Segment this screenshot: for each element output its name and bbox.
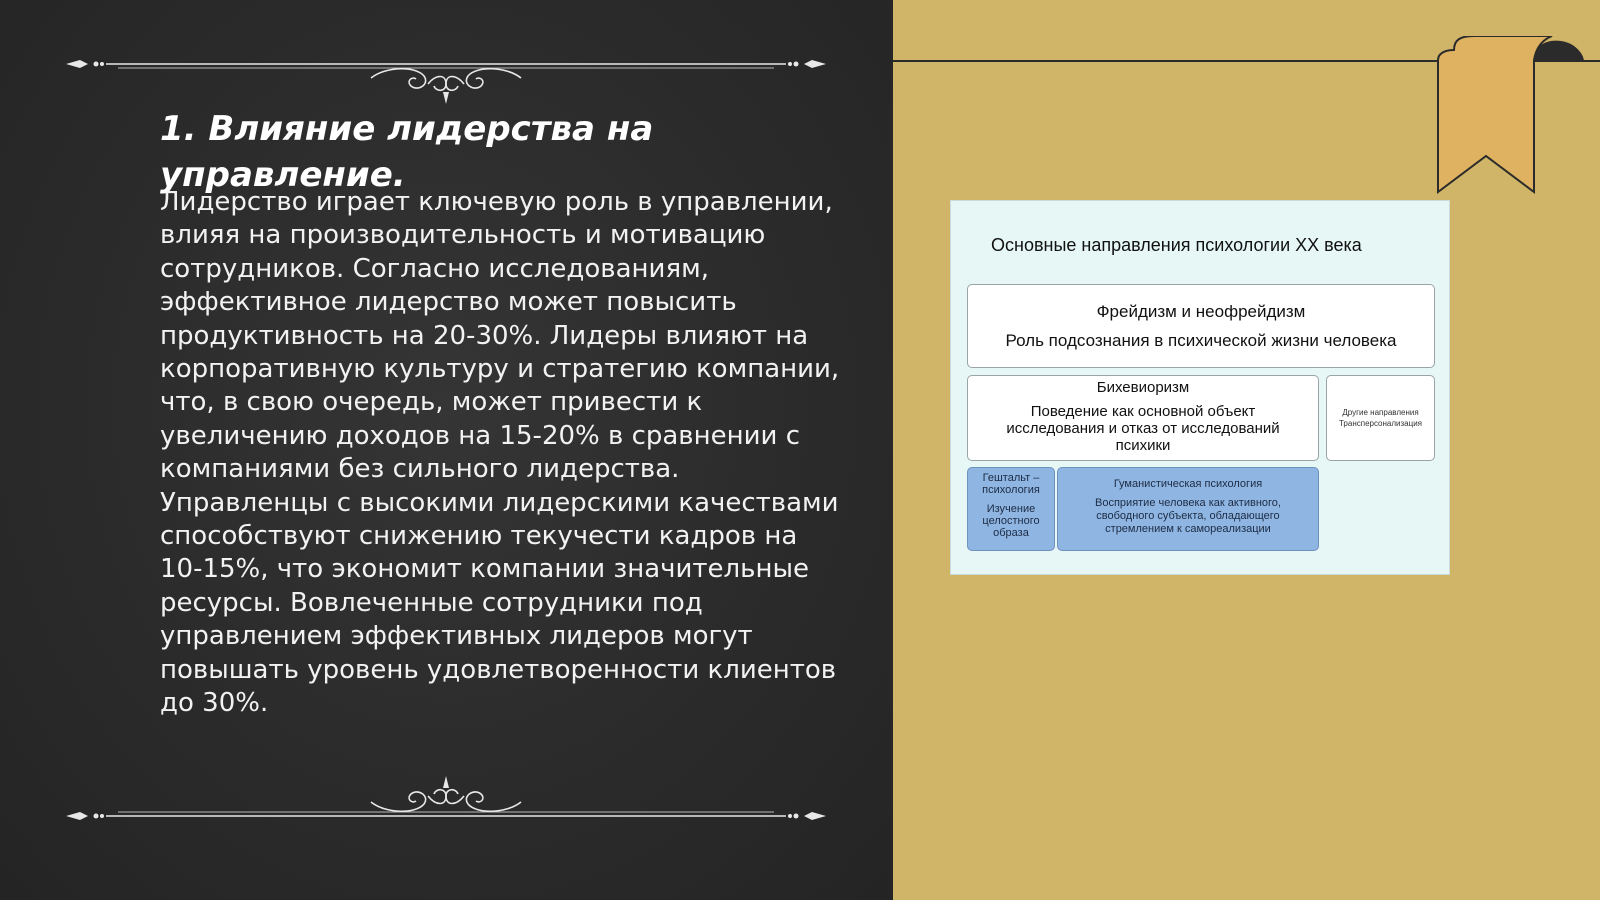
behaviorism-text: Поведение как основной объект исследования и отказ от исследований психики — [1006, 403, 1280, 454]
gestalt-box — [967, 467, 1055, 551]
slide-body-text: Лидерство играет ключевую роль в управлении, влияя на производительность и мотивацию сотрудников. Согласно исследованиям, эффективное лидерство может повысить продуктивность на 20-30%. Лидеры влияют на корпоративную культуру и стратегию компании, что, в свою очередь, может привести к увеличению доходов на 15-20% в сравнении с компаниями без сильного лидерства. Управленцы с высокими лидерскими качествами способствуют снижению текучести кадров на 10-15%, что экономит компании значительные ресурсы. Вовлеченные сотрудники под управлением эффективных лидеров могут повышать уровень удовлетворенности клиентов до 30%. — [160, 187, 840, 719]
gestalt-text: Изучение целостного образа — [982, 503, 1040, 539]
gestalt-heading: Гештальт – психология — [982, 472, 1040, 496]
behaviorism-box — [967, 375, 1319, 461]
other-directions-text: Трансперсонализация — [1338, 419, 1423, 428]
slide-title: 1. Влияние лидерства на управление. — [160, 109, 654, 195]
diagram-title: Основные направления психологии XX века — [991, 235, 1362, 255]
bookmark-ribbon — [1434, 36, 1584, 198]
psychology-diagram — [950, 200, 1450, 575]
other-directions-box — [1326, 375, 1435, 461]
humanistic-text: Восприятие человека как активного, свободного субъекта, обладающего стремлением к самореализации — [1095, 497, 1281, 535]
bottom-ornament — [66, 772, 826, 832]
top-ornament — [66, 48, 826, 108]
freudism-text: Роль подсознания в психической жизни человека — [1005, 330, 1397, 350]
humanistic-heading: Гуманистическая психология — [1113, 478, 1263, 490]
behaviorism-heading: Бихевиоризм — [1096, 379, 1190, 396]
freudism-heading: Фрейдизм и неофрейдизм — [1096, 301, 1306, 321]
humanistic-box — [1057, 467, 1319, 551]
other-directions-heading: Другие направления — [1342, 408, 1419, 417]
freudism-box — [967, 284, 1435, 368]
